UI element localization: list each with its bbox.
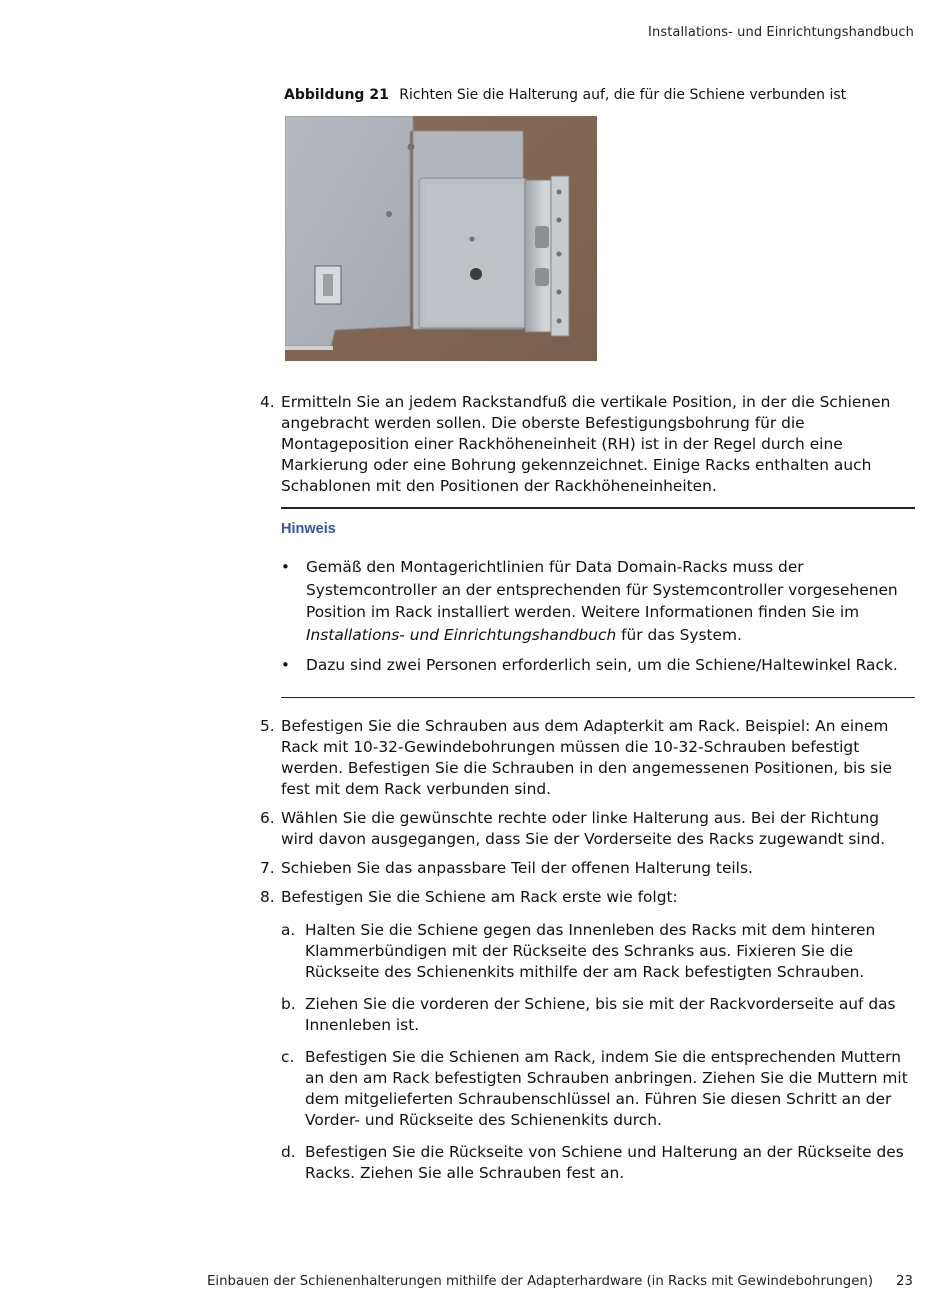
substep-letter: d. xyxy=(281,1142,296,1161)
substep-letter: b. xyxy=(281,994,296,1013)
step-7 xyxy=(260,858,915,879)
step-text: Ermitteln Sie an jedem Rackstandfuß die vertikale Position, in der die Schienen angebracht werden sollen. Die oberste Befestigungsbohrung für die Montageposition einer Rackhöheneinheit (RH) ist in der Regel durch eine Markierung oder eine Bohrung gekennzeichnet. Einige Racks enthalten auch Schablonen mit den Positionen der Rackhöheneinheiten. xyxy=(281,393,891,495)
step-4 xyxy=(260,392,915,497)
substep-c xyxy=(260,1047,915,1131)
note-bullet-2 xyxy=(281,654,915,677)
step-number: 4. xyxy=(260,393,275,411)
running-footer: Einbauen der Schienenhalterungen mithilfe der Adapterhardware (in Racks mit Gewindebohrungen) xyxy=(207,1274,874,1289)
step-number: 7. xyxy=(260,858,275,877)
manual-title-reference: Installations- und Einrichtungshandbuch xyxy=(306,625,617,644)
figure-caption-text: Richten Sie die Halterung auf, die für die Schiene verbunden ist xyxy=(399,87,847,103)
substeps-list xyxy=(260,920,915,1184)
step-text: Befestigen Sie die Schrauben aus dem Adapterkit am Rack. Beispiel: An einem Rack mit 10-32-Gewindebohrungen müssen die 10-32-Schrauben befestigt werden. Befestigen Sie die Schrauben in den angemessenen Positionen, bis sie fest mit dem Rack verbunden sind. xyxy=(281,716,892,798)
note-bullet-1-text: Gemäß den Montagerichtlinien für Data Domain-Racks muss der Systemcontroller an der entsprechenden für Systemcontroller vorgesehenen Position im Rack installiert werden. Weitere Informationen finden Sie im xyxy=(306,558,898,621)
substep-text: Halten Sie die Schiene gegen das Innenleben des Racks mit dem hinteren Klammerbündigen mit der Rückseite des Schranks aus. Fixieren Sie die Rückseite des Schienenkits mithilfe der am Rack befestigten Schrauben. xyxy=(305,920,876,981)
substep-a xyxy=(260,920,915,983)
step-text: Befestigen Sie die Schiene am Rack erste wie folgt: xyxy=(281,887,678,906)
figure-label: Abbildung 21 xyxy=(284,87,389,103)
substep-d xyxy=(260,1142,915,1184)
note-bullet-2-text: Dazu sind zwei Personen erforderlich sein, um die Schiene/Haltewinkel Rack. xyxy=(306,656,898,674)
note-bullet-1 xyxy=(281,556,915,646)
substep-text: Befestigen Sie die Rückseite von Schiene und Halterung an der Rückseite des Racks. Ziehen Sie alle Schrauben fest an. xyxy=(305,1142,904,1182)
procedure-content xyxy=(260,392,915,1195)
step-5 xyxy=(260,716,915,800)
substep-letter: a. xyxy=(281,920,296,939)
step-6 xyxy=(260,808,915,850)
step-text: Wählen Sie die gewünschte rechte oder linke Halterung aus. Bei der Richtung wird davon ausgegangen, dass Sie der Vorderseite des Racks zugewandt sind. xyxy=(281,808,886,848)
note-bullet-1-tail: für das System. xyxy=(616,625,742,644)
page-number: 23 xyxy=(896,1274,913,1289)
bullet-icon: • xyxy=(281,558,290,576)
step-text: Schieben Sie das anpassbare Teil der offenen Halterung teils. xyxy=(281,858,753,877)
substep-text: Ziehen Sie die vorderen der Schiene, bis sie mit der Rackvorderseite auf das Innenleben ist. xyxy=(305,994,896,1034)
note-title: Hinweis xyxy=(281,521,336,537)
substep-b xyxy=(260,994,915,1036)
rail-bracket-photo xyxy=(285,116,597,361)
substep-letter: c. xyxy=(281,1047,295,1066)
step-8 xyxy=(260,887,915,908)
note-box xyxy=(281,507,915,698)
step-number: 5. xyxy=(260,716,275,735)
running-header: Installations- und Einrichtungshandbuch xyxy=(648,25,914,40)
step-number: 6. xyxy=(260,808,275,827)
figure-caption xyxy=(284,87,846,103)
step-number: 8. xyxy=(260,887,275,906)
bullet-icon: • xyxy=(281,656,290,674)
substep-text: Befestigen Sie die Schienen am Rack, indem Sie die entsprechenden Muttern an den am Rack befestigten Schrauben anbringen. Ziehen Sie die Muttern mit dem mitgelieferten Schraubenschlüssel an. Führen Sie diesen Schritt an der Vorder- und Rückseite des Schienenkits durch. xyxy=(305,1047,908,1129)
